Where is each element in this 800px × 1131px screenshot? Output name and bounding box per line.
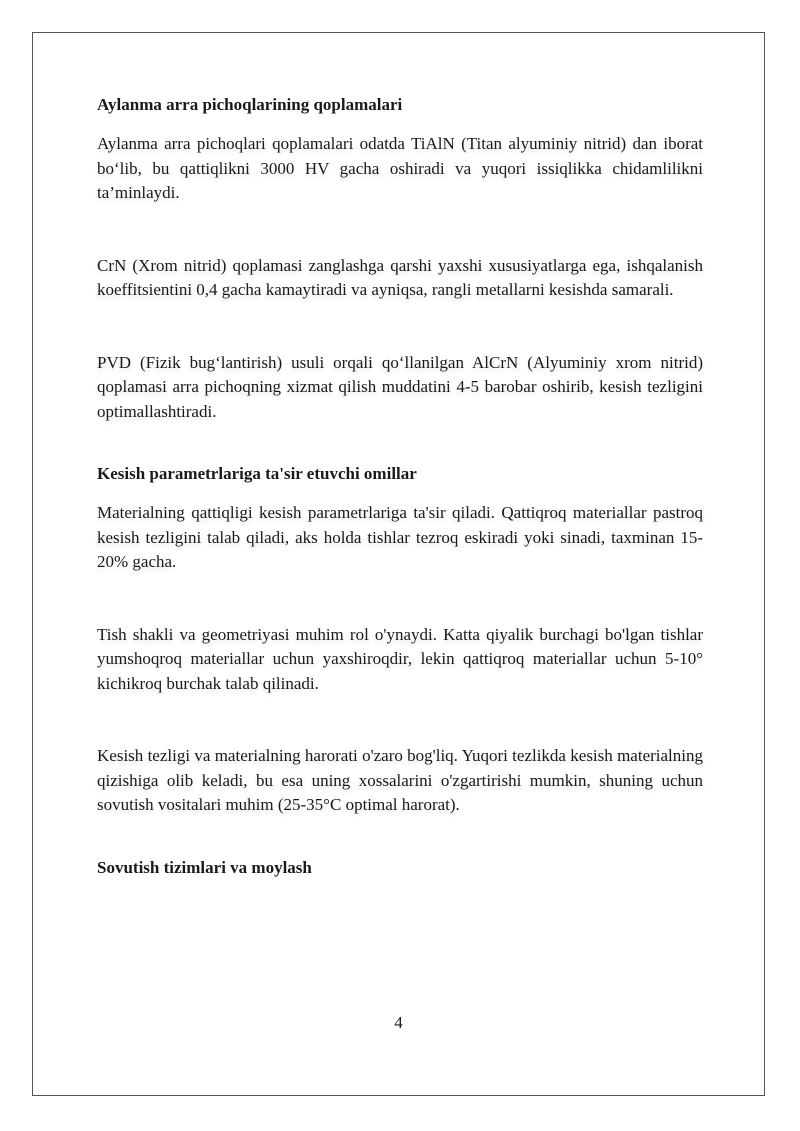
paragraph-tialn: Aylanma arra pichoqlari qoplamalari odatda TiAlN (Titan alyuminiy nitrid) dan iborat bo‘lib, bu qattiqlikni 3000 HV gacha oshiradi va yuqori issiqlikka chidamlilikni ta’minlaydi.: [97, 134, 703, 202]
paragraph-tooth-geometry: Tish shakli va geometriyasi muhim rol o'ynaydi. Katta qiyalik burchagi bo'lgan tishlar yumshoqroq materiallar uchun yaxshiroqdir, lekin qattiqroq materiallar uchun 5-10° kichikroq burchak talab qilinadi.: [97, 624, 703, 693]
document-page: [32, 32, 765, 1096]
paragraph-pvd: PVD (Fizik bug‘lantirish) usuli orqali qo‘llanilgan AlCrN (Alyuminiy xrom nitrid) qoplamasi arra pichoqning xizmat qilish muddatini 4-5 barobar oshirib, kesish tezligini optimallashtiradi.: [97, 352, 703, 421]
paragraph-crn: CrN (Xrom nitrid) qoplamasi zanglashga qarshi yaxshi xususiyatlarga ega, ishqalanish koeffitsientini 0,4 gacha kamaytiradi va ayniqsa, rangli metallarni kesishda samarali.: [97, 255, 703, 299]
section-heading-coatings: Aylanma arra pichoqlarining qoplamalari: [97, 95, 403, 114]
section-heading-cutting-parameters: Kesish parametrlariga ta'sir etuvchi omillar: [97, 464, 417, 483]
page-number: 4: [394, 1013, 403, 1032]
page-content: [97, 93, 703, 880]
section-heading-cooling: Sovutish tizimlari va moylash: [97, 857, 312, 877]
paragraph-cutting-speed: Kesish tezligi va materialning harorati o'zaro bog'liq. Yuqori tezlikda kesish materialning qizishiga olib keladi, bu esa uning xossalarini o'zgartirishi mumkin, shuning uchun sovutish vositalari muhim (25-35°C optimal harorat).: [97, 746, 703, 814]
paragraph-material-hardness: Materialning qattiqligi kesish parametrlariga ta'sir qiladi. Qattiqroq materiallar pastroq kesish tezligini talab qiladi, aks holda tishlar tezroq eskiradi yoki sinadi, taxminan 15-20% gacha.: [97, 503, 703, 571]
